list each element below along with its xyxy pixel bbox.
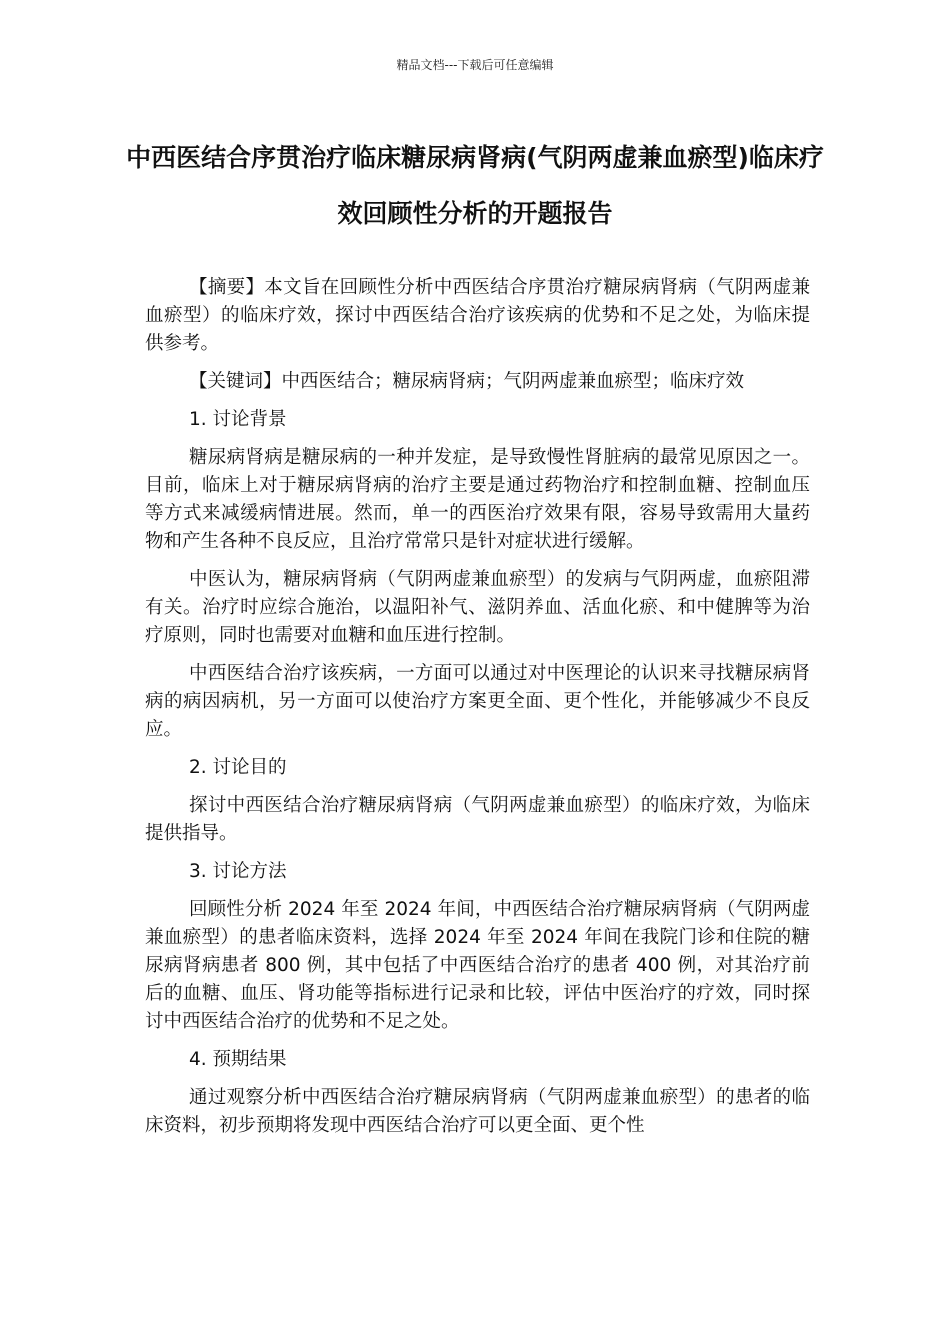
body-paragraph: 中西医结合治疗该疾病，一方面可以通过对中医理论的认识来寻找糖尿病肾病的病因病机，另一方面可以使治疗方案更全面、更个性化，并能够减少不良反应。 [145,663,810,740]
section-heading-expected-results: 4. 预期结果 [189,1049,287,1070]
header-note: 精品文档---下载后可任意编辑 [396,58,554,72]
body-paragraph: 通过观察分析中西医结合治疗糖尿病肾病（气阴两虚兼血瘀型）的患者的临床资料，初步预期将发现中西医结合治疗可以更全面、更个性 [145,1087,810,1136]
body-paragraph: 糖尿病肾病是糖尿病的一种并发症，是导致慢性肾脏病的最常见原因之一。目前，临床上对于糖尿病肾病的治疗主要是通过药物治疗和控制血糖、控制血压等方式来减缓病情进展。然而，单一的西医治疗效果有限，容易导致需用大量药物和产生各种不良反应，且治疗常常只是针对症状进行缓解。 [145,447,810,552]
body-paragraph: 探讨中西医结合治疗糖尿病肾病（气阴两虚兼血瘀型）的临床疗效，为临床提供指导。 [145,795,810,844]
section-heading-purpose: 2. 讨论目的 [189,757,287,778]
document-body [145,274,810,1150]
section-heading-background: 1. 讨论背景 [189,409,287,430]
body-paragraph: 回顾性分析 2024 年至 2024 年间，中西医结合治疗糖尿病肾病（气阴两虚兼血瘀型）的患者临床资料，选择 2024 年至 2024 年间在我院门诊和住院的糖尿病肾病患者 800 例，其中包括了中西医结合治疗的患者 400 例，对其治疗前后的血糖、血压、肾功能等指标进行记录和比较，评估中医治疗的疗效，同时探讨中西医结合治疗的优势和不足之处。 [145,899,810,1032]
abstract-paragraph: 【摘要】本文旨在回顾性分析中西医结合序贯治疗糖尿病肾病（气阴两虚兼血瘀型）的临床疗效，探讨中西医结合治疗该疾病的优势和不足之处，为临床提供参考。 [145,277,810,354]
section-heading-method: 3. 讨论方法 [189,861,287,882]
keywords-paragraph: 【关键词】中西医结合；糖尿病肾病；气阴两虚兼血瘀型；临床疗效 [189,371,745,392]
document-title: 中西医结合序贯治疗临床糖尿病肾病(气阴两虚兼血瘀型)临床疗效回顾性分析的开题报告 [126,143,824,228]
body-paragraph: 中医认为，糖尿病肾病（气阴两虚兼血瘀型）的发病与气阴两虚，血瘀阻滞有关。治疗时应综合施治，以温阳补气、滋阴养血、活血化瘀、和中健脾等为治疗原则，同时也需要对血糖和血压进行控制。 [145,569,810,646]
